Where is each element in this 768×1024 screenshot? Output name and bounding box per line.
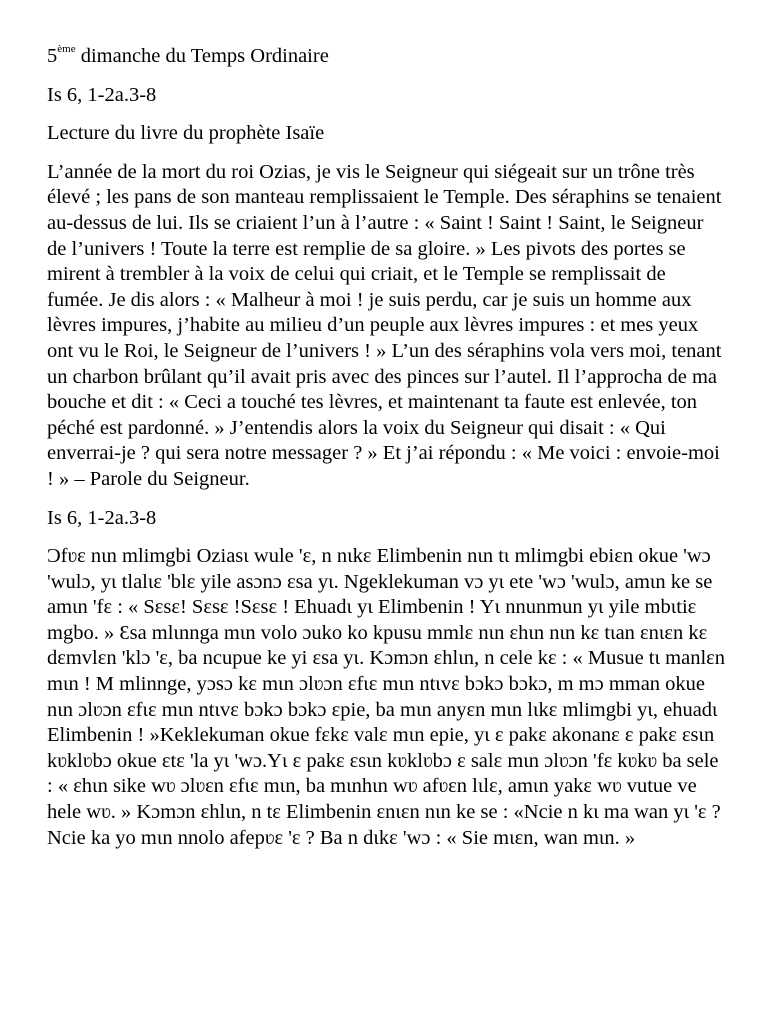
reading-text-french: L’année de la mort du roi Ozias, je vis le Seigneur qui siégeait sur un trône très élevé ; les pans de son manteau remplissaient le Temple. Des séraphins se tenaient au-dessus de lui. Ils se criaient l’un à l’autre : « Saint ! Saint ! Saint, le Seigneur de l’univers ! Toute la terre est remplie de sa gloire. » Les pivots des portes se mirent à trembler à la voix de celui qui criait, et le Temple se remplissait de fumée. Je dis alors : « Malheur à moi ! je suis perdu, car je suis un homme aux lèvres impures, j’habite au milieu d’un peuple aux lèvres impures : et mes yeux ont vu le Roi, le Seigneur de l’univers ! » L’un des séraphins vola vers moi, tenant un charbon brûlant qu’il avait pris avec des pinces sur l’autel. Il l’approcha de ma bouche et dit : « Ceci a touché tes lèvres, et maintenant ta faute est enlevée, ton péché est pardonné. » J’entendis alors la voix du Seigneur qui disait : « Qui enverrai-je ? qui sera notre messager ? » Et j’ai répondu : « Me voici : envoie-moi ! » – Parole du Seigneur. xyxy=(47,160,722,490)
page-title xyxy=(47,44,727,70)
reading-text-translation: Ɔfʋɛ nɩn mlimgbi Oziasɩ wule 'ɛ, n nɩkɛ Elimbenin nɩn tɩ mlimgbi ebiɛn okue 'wɔ 'wulɔ, yɩ tlalɩɛ 'blɛ yile asɔnɔ ɛsa yɩ. Ngeklekuman vɔ yɩ ete 'wɔ 'wulɔ, amɩn ke se amɩn 'fɛ : « Sɛsɛ! Sɛsɛ !Sɛsɛ ! Ehuadɩ yɩ Elimbenin ! Yɩ nnunmun yɩ yile mbɩtiɛ mgbo. » Ɛsa mlɩnnga mɩn volo ɔuko ko kpusu mmlɛ nɩn ɛhɩn nɩn kɛ tɩan ɛnɩɛn kɛ dɛmvlɛn 'klɔ 'ɛ, ba ncupue ke yi ɛsa yɩ. Kɔmɔn ɛhlɩn, n cele kɛ : « Musue tɩ manlɛn mɩn ! M mlinnge, yɔsɔ kɛ mɩn ɔlʋɔn ɛfɩɛ mɩn ntɩvɛ bɔkɔ bɔkɔ, m mɔ mman okue nɩn ɔlʋɔn ɛfɩɛ mɩn ntɩvɛ bɔkɔ bɔkɔ ɛpie, ba mɩn anyɛn mɩn lɩkɛ mlimgbi yɩ, ehuadɩ Elimbenin ! »Keklekuman okue fɛkɛ valɛ mɩn epie, yɩ ɛ pakɛ akonanɛ ɛ pakɛ ɛsɩn kʋklʋbɔ okue ɛtɛ 'la yɩ 'wɔ.Yɩ ɛ pakɛ ɛsɩn kʋklʋbɔ ɛ salɛ mɩn ɔlʋɔn 'fɛ kʋkʋ ba sele : « ɛhɩn sike wʋ ɔlʋɛn ɛfɩɛ mɩn, ba mɩnhɩn wʋ afʋɛn lɩlɛ, amɩn yakɛ wʋ vutue ve hele wʋ. » Kɔmɔn ɛhlɩn, n tɛ Elimbenin ɛnɩɛn nɩn ke se : «Ncie n kɩ ma wan yɩ 'ɛ ? Ncie ka yo mɩn nnolo afepʋɛ 'ɛ ? Ba n dɩkɛ 'wɔ : « Sie mɩɛn, wan mɩn. » xyxy=(47,545,725,849)
lecture-heading: Lecture du livre du prophète Isaïe xyxy=(47,122,325,145)
scripture-reference-translation: Is 6, 1-2a.3-8 xyxy=(47,506,157,529)
title-text: dimanche du Temps Ordinaire xyxy=(75,45,329,67)
title-number: 5 xyxy=(47,45,58,67)
scripture-reference: Is 6, 1-2a.3-8 xyxy=(47,83,157,106)
document-page xyxy=(47,44,727,864)
title-superscript: ème xyxy=(57,43,76,56)
